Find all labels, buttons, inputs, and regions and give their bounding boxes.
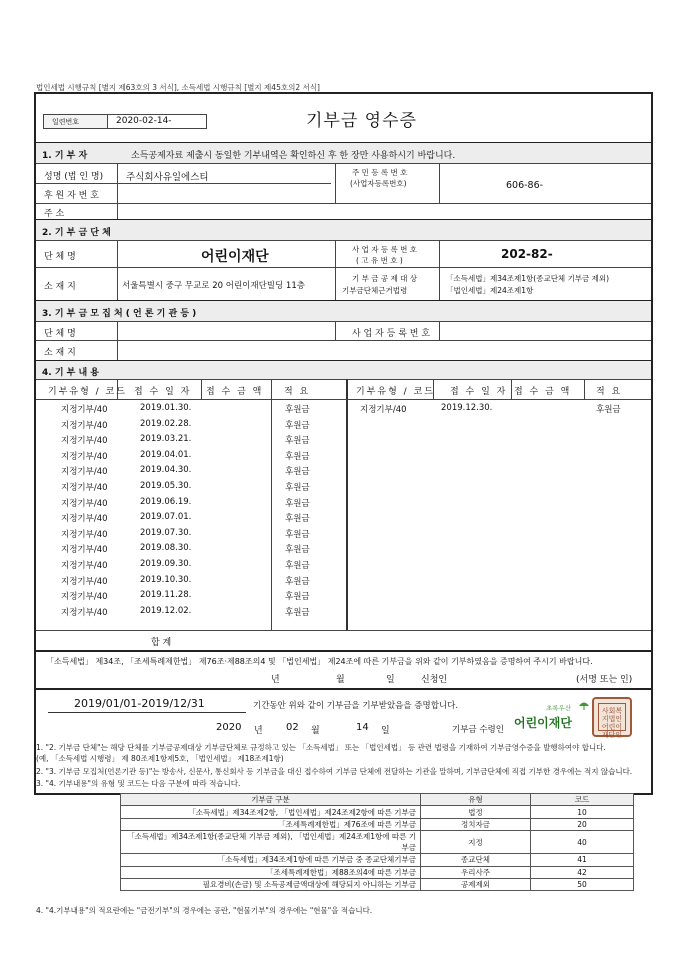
org-basis-label-1: 기 부 금 공 제 대 상 — [352, 274, 418, 283]
donation-row — [36, 528, 651, 543]
logo-tagline: 초록우산 — [546, 704, 572, 712]
section2-heading: 2. 기 부 금 단 체 — [42, 228, 111, 238]
donation-remark: 후원금 — [285, 545, 310, 556]
donation-date: 2019.06.19. — [140, 496, 192, 507]
donation-date: 2019.11.28. — [140, 590, 192, 601]
col-date-right: 접 수 일 자 — [450, 387, 508, 397]
ref-desc: 「조세특례제한법」제76조에 따른 기부금 — [121, 818, 421, 830]
ref-type: 지정 — [421, 831, 531, 854]
org-name-label: 단 체 명 — [44, 252, 76, 262]
ref-desc: 필요경비(손금) 및 소득공제금액대상에 해당되지 아니하는 기부금 — [121, 878, 421, 890]
org-basis-value-2: 「법인세법」제24조제1항 — [446, 286, 534, 295]
ref-header-type: 유형 — [421, 794, 531, 806]
donation-date: 2019.09.30. — [140, 559, 192, 569]
donation-date: 2019.12.30. — [441, 403, 493, 413]
serial-label-box — [43, 114, 108, 129]
ref-code: 50 — [531, 878, 634, 890]
statement-month-label: 월 — [336, 675, 345, 685]
receipt-month: 02 — [286, 722, 299, 733]
donation-row — [36, 606, 651, 621]
col-type-left: 기부유형 / 코드 — [48, 387, 127, 397]
ref-code: 42 — [531, 866, 634, 878]
ref-header-category: 기부금 구분 — [121, 794, 421, 806]
donation-date: 2019.05.30. — [140, 481, 192, 491]
donation-remark: 후원금 — [285, 592, 310, 603]
donation-date: 2019.08.30. — [140, 543, 192, 554]
receiver-label: 기부금 수령인 — [452, 725, 504, 735]
ref-code: 20 — [531, 818, 634, 830]
collector-location-label: 소 재 지 — [44, 348, 76, 358]
org-basis-label-2: 기부금단체근거법령 — [342, 286, 408, 295]
donation-date: 2019.07.01. — [140, 512, 192, 523]
statement-day-label: 일 — [386, 675, 395, 685]
donor-name-label: 성명 (법 인 명) — [44, 172, 104, 182]
ref-row — [121, 806, 634, 818]
donation-row — [36, 481, 651, 496]
donation-type: 지정기부/40 — [61, 545, 108, 556]
donation-date: 2019.10.30. — [140, 574, 192, 585]
donation-type: 지정기부/40 — [61, 436, 108, 447]
donation-type: 지정기부/40 — [61, 467, 108, 478]
donation-row — [36, 434, 651, 449]
col-date-left: 접 수 일 자 — [134, 387, 192, 397]
donation-row — [36, 559, 651, 574]
org-reg-value: 202-82- — [501, 247, 553, 261]
total-label: 합 계 — [151, 638, 172, 648]
logo-name: 어린이재단 — [514, 716, 572, 730]
donation-type: 지정기부/40 — [61, 498, 108, 509]
applicant-signature-label: (서명 또는 인) — [576, 675, 633, 685]
donation-remark: 후원금 — [285, 405, 310, 415]
donation-code-table — [120, 793, 634, 891]
org-location-value: 서울특별시 중구 무교로 20 어린이재단빌딩 11층 — [122, 281, 305, 291]
donor-name-value: 주식회사유일에스티 — [126, 172, 209, 183]
note-4: 4. "4.기부내용"의 적요란에는 "금전기부"의 경우에는 공란, "현물기부"의 경우에는 "현물"을 적습니다. — [36, 906, 373, 915]
section3-heading: 3. 기 부 금 모 집 처 ( 언 론 기 관 등 ) — [42, 309, 197, 319]
receipt-day-label: 일 — [381, 726, 390, 736]
donation-remark: 후원금 — [285, 420, 310, 431]
form-reference-note: 법인세법 시행규칙 [별지 제63호의 3 서식], 소득세법 시행규칙 [별지 제45호의2 서식] — [36, 83, 320, 92]
ref-row — [121, 831, 634, 854]
note-2: 2. "3. 기부금 모집처(언론기관 등)"는 방송사, 신문사, 통신회사 등 기부금을 대신 접수하여 기부금 단체에 전달하는 기관을 말하며, 기부금단체에 직접 기부한 경우에는 적지 않습니다. — [36, 767, 633, 776]
note-1-example: (예, 「소득세법 시행령」 제 80조제1항제5호, 「법인세법」 제18조제1항) — [36, 754, 284, 763]
receipt-day: 14 — [356, 722, 369, 733]
section1-notice: 소득공제자료 제출시 동일한 기부내역은 확인하신 후 한 장만 사용하시기 바랍니다. — [131, 151, 456, 161]
donation-date: 2019.03.21. — [140, 434, 192, 445]
donor-id-value: 606-86- — [506, 180, 544, 191]
ref-type: 공제제외 — [421, 878, 531, 890]
ref-code: 41 — [531, 854, 634, 866]
donation-date: 2019.02.28. — [140, 418, 192, 429]
note-1: 1. "2. 기부금 단체"는 해당 단체를 기부금공제대상 기부금단체로 규정하고 있는 「소득세법」 또는 「법인세법」 등 관련 법령을 기재하여 기부금영수증을 발행하여야 합니다. — [36, 743, 606, 752]
ref-type: 종교단체 — [421, 854, 531, 866]
serial-value-box — [107, 114, 207, 129]
org-reg-label-1: 사 업 자 등 록 번 호 — [352, 245, 418, 254]
ref-desc: 「소득세법」제34조제1항(종교단체 기부금 제외), 「법인세법」제24조제1항에 따른 기부금 — [121, 831, 421, 854]
ref-code: 40 — [531, 831, 634, 854]
donation-row — [36, 403, 651, 418]
donation-date: 2019.04.30. — [140, 465, 192, 476]
donation-type: 지정기부/40 — [61, 451, 108, 462]
col-type-right: 기부유형 / 코드 — [356, 387, 435, 397]
receipt-period: 2019/01/01-2019/12/31 — [74, 697, 205, 710]
donation-row — [36, 450, 651, 465]
donation-remark: 후원금 — [285, 607, 310, 618]
donation-remark: 후원금 — [596, 405, 621, 415]
receipt-year: 2020 — [216, 722, 242, 733]
ref-desc: 「조세특례제한법」제88조의4에 따른 기부금 — [121, 866, 421, 878]
donation-row — [36, 512, 651, 527]
col-amount-left: 접 수 금 액 — [206, 387, 264, 397]
donation-type: 지정기부/40 — [61, 514, 108, 525]
ref-row — [121, 878, 634, 890]
section4-heading: 4. 기 부 내 용 — [42, 368, 99, 378]
statement-text: 「소득세법」 제34조, 「조세특례제한법」 제76조·제88조의4 및 「법인세법」 제24조에 따른 기부금을 위와 같이 기부하였음을 증명하여 주시기 바랍니다. — [46, 657, 593, 666]
donation-remark: 후원금 — [285, 436, 310, 447]
org-location-label: 소 재 지 — [44, 282, 76, 292]
donation-type: 지정기부/40 — [61, 607, 108, 618]
ref-code: 10 — [531, 806, 634, 818]
donor-id-label-1: 주 민 등 록 번 호 — [352, 168, 408, 177]
donation-remark: 후원금 — [285, 498, 310, 509]
ref-row — [121, 866, 634, 878]
supporter-number-label: 후 원 자 번 호 — [44, 191, 99, 201]
serial-value: 2020-02-14- — [116, 116, 172, 126]
org-basis-value-1: 「소득세법」제34조제1항(종교단체 기부금 제외) — [446, 274, 610, 283]
donation-type: 지정기부/40 — [61, 576, 108, 587]
ref-desc: 「소득세법」제34조제2항, 「법인세법」제24조제2항에 따른 기부금 — [121, 806, 421, 818]
org-name-value: 어린이재단 — [201, 249, 269, 265]
page-title: 기부금 영수증 — [306, 111, 417, 131]
donation-type: 지정기부/40 — [61, 529, 108, 540]
donation-remark: 후원금 — [285, 529, 310, 540]
donation-remark: 후원금 — [285, 561, 310, 571]
donation-remark: 후원금 — [285, 483, 310, 493]
applicant-label: 신청인 — [421, 675, 448, 685]
umbrella-icon — [578, 700, 590, 710]
donation-row — [36, 543, 651, 558]
donation-remark: 후원금 — [285, 451, 310, 462]
ref-type: 법정 — [421, 806, 531, 818]
ref-desc: 「소득세법」제34조제1항에 따른 기부금 중 종교단체기부금 — [121, 854, 421, 866]
serial-label: 일련번호 — [52, 118, 80, 126]
donation-type: 지정기부/40 — [61, 561, 108, 571]
donation-row — [36, 465, 651, 480]
col-remark-right: 적 요 — [596, 387, 623, 397]
note-3: 3. "4. 기부내용"의 유형 및 코드는 다음 구분에 따라 적습니다. — [36, 779, 241, 788]
receipt-year-label: 년 — [254, 726, 263, 736]
official-seal — [592, 697, 632, 737]
donation-date: 2019.12.02. — [140, 605, 192, 616]
donation-type: 지정기부/40 — [61, 420, 108, 431]
ref-row — [121, 818, 634, 830]
receipt-form — [34, 92, 653, 795]
donation-row — [36, 419, 651, 434]
section1-heading: 1. 기 부 자 — [42, 151, 88, 161]
ref-row — [121, 854, 634, 866]
donation-type: 지정기부/40 — [61, 592, 108, 603]
donation-date: 2019.07.30. — [140, 527, 192, 538]
receipt-month-label: 월 — [311, 726, 320, 736]
col-amount-right: 접 수 금 액 — [514, 387, 572, 397]
org-reg-label-2: ( 고 유 번 호 ) — [356, 256, 403, 265]
receipt-period-text: 기간동안 위와 같이 기부금을 기부받았음을 증명합니다. — [253, 701, 459, 711]
donation-date: 2019.04.01. — [140, 449, 192, 460]
ref-type: 정치자금 — [421, 818, 531, 830]
ref-header-code: 코드 — [531, 794, 634, 806]
donation-remark: 후원금 — [285, 576, 310, 587]
donation-row — [36, 497, 651, 512]
collector-name-label: 단 체 명 — [44, 329, 76, 339]
donor-address-label: 주 소 — [44, 209, 65, 219]
ref-type: 우리사주 — [421, 866, 531, 878]
seal-text: 사회복지법인어린이재단인 — [598, 703, 626, 731]
donation-remark: 후원금 — [285, 514, 310, 525]
donor-id-label-2: (사업자등록번호) — [350, 179, 407, 188]
donation-type: 지정기부/40 — [360, 405, 407, 415]
donation-remark: 후원금 — [285, 467, 310, 478]
col-remark-left: 적 요 — [284, 387, 311, 397]
donation-date: 2019.01.30. — [140, 403, 192, 413]
donation-row — [36, 575, 651, 590]
donation-row — [36, 590, 651, 605]
donation-type: 지정기부/40 — [61, 405, 108, 415]
collector-reg-label: 사 업 자 등 록 번 호 — [352, 329, 431, 339]
donation-type: 지정기부/40 — [61, 483, 108, 493]
statement-year-label: 년 — [271, 675, 280, 685]
